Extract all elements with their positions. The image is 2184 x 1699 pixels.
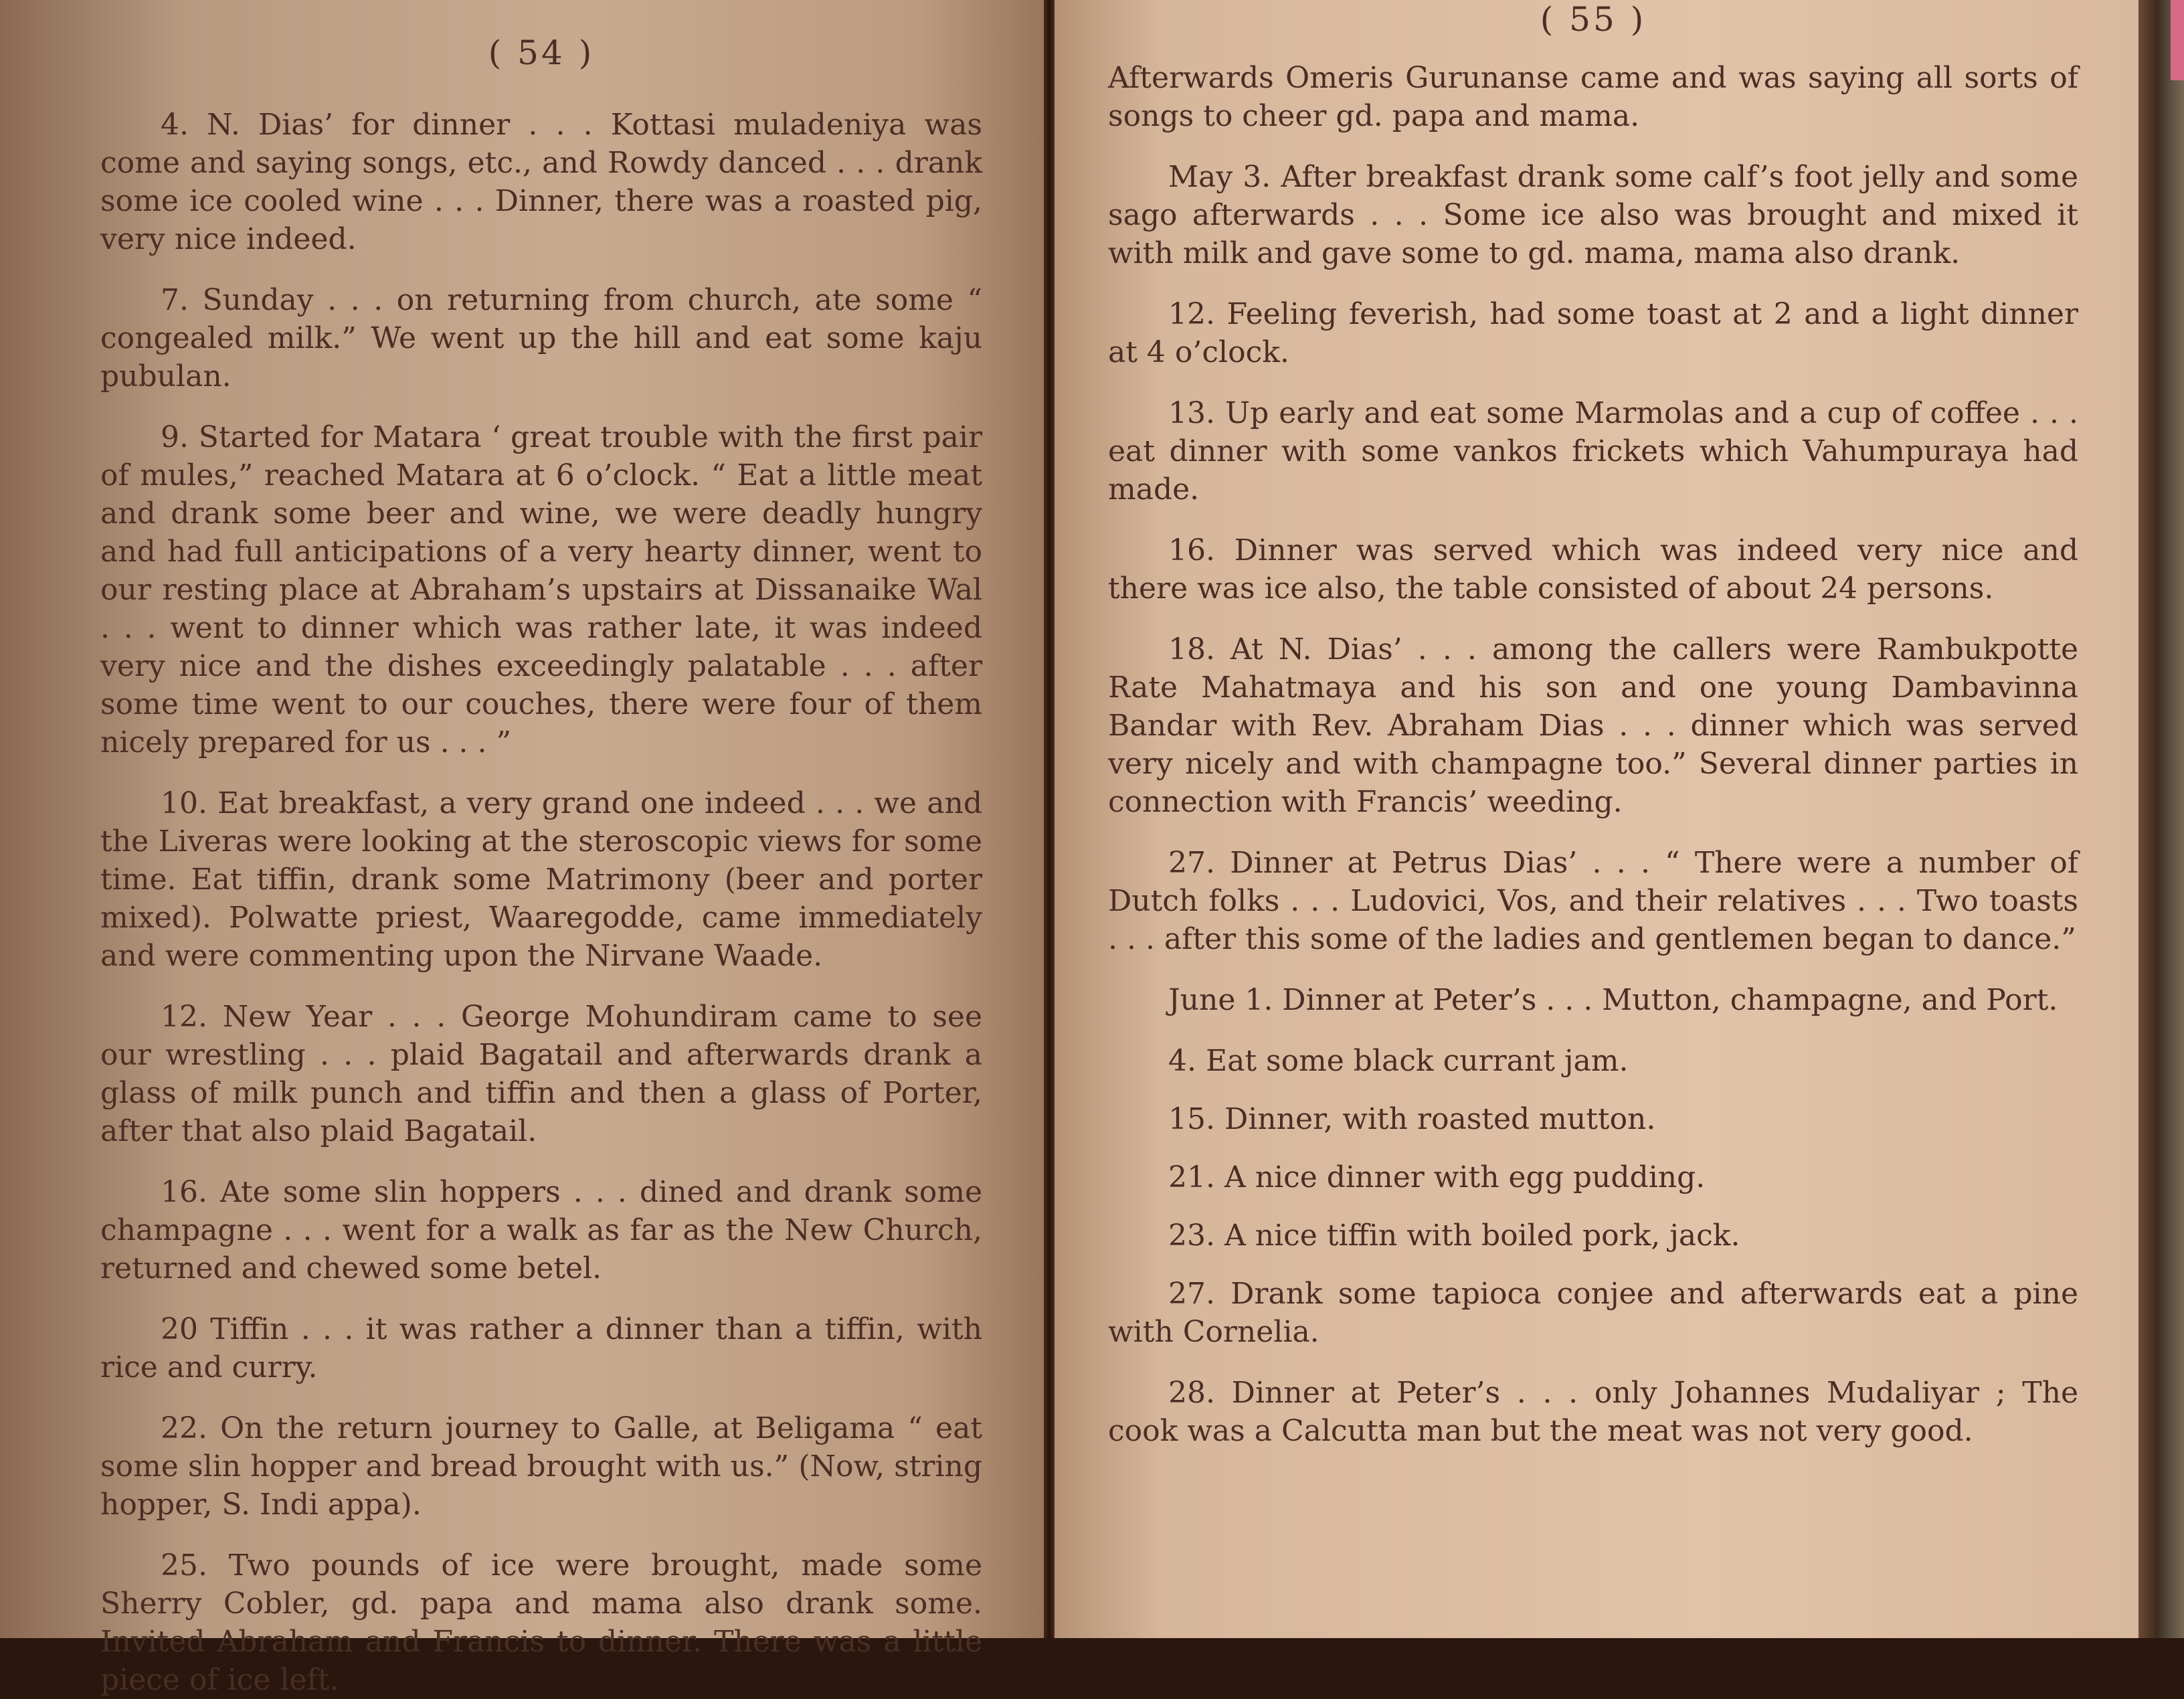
left-entry-3: 9. Started for Matara ‘ great trouble with the first pair of mules,” reached Matara at 6 o’clock. “ Eat a little meat and drank some beer and wine, we were deadly hungry and had full anticipations of a very hearty dinner, went to our resting place at Abraham’s upstairs at Dissanaike Wal . . . went to dinner which was rather late, it was indeed very nice and the dishes exceedingly palatable . . . after some time went to our couches, there were four of them nicely prepared for us . . . ” — [100, 420, 982, 759]
left-entry-2: 7. Sunday . . . on returning from church, ate some “ congealed milk.” We went up the hill and eat some kaju pubulan. — [100, 283, 982, 393]
right-entry-3: 12. Feeling feverish, had some toast at 2 and a light dinner at 4 o’clock. — [1108, 297, 2078, 369]
right-entry-9: 4. Eat some black currant jam. — [1168, 1044, 1629, 1078]
right-entry-7: 27. Dinner at Petrus Dias’ . . . “ There were a number of Dutch folks . . . Ludovici, Vos, and their relatives . . . Two toasts . . . after this some of the ladies and gentlemen began to dance.” — [1108, 846, 2078, 956]
left-entry-8: 22. On the return journey to Galle, at Beligama “ eat some slin hopper and bread brought with us.” (Now, string hopper, S. Indi appa). — [100, 1411, 982, 1522]
left-entry-6: 16. Ate some slin hoppers . . . dined and drank some champagne . . . went for a walk as far as the New Church, returned and chewed some betel. — [100, 1175, 982, 1285]
left-entry-5: 12. New Year . . . George Mohundiram came to see our wrestling . . . plaid Bagatail and afterwards drank a glass of milk punch and tiffin and then a glass of Porter, after that also plaid Bagatail. — [100, 1000, 982, 1148]
right-entry-6: 18. At N. Dias’ . . . among the callers were Rambukpotte Rate Mahatmaya and his son and one young Dambavinna Bandar with Rev. Abraham Dias . . . dinner which was served very nicely and with champagne too.” Several dinner parties in connection with Francis’ weeding. — [1108, 632, 2078, 819]
left-entry-1: 4. N. Dias’ for dinner . . . Kottasi muladeniya was come and saying songs, etc., and Rowdy danced . . . drank some ice cooled wine . . . Dinner, there was a roasted pig, very nice indeed. — [100, 108, 982, 256]
right-page — [1055, 0, 2138, 1638]
right-entry-2: May 3. After breakfast drank some calf’s foot jelly and some sago afterwards . . . Some ice also was brought and mixed it with milk and gave some to gd. mama, mama also drank. — [1108, 160, 2078, 270]
right-entry-11: 21. A nice dinner with egg pudding. — [1168, 1160, 1706, 1194]
book-gutter — [1044, 0, 1055, 1638]
left-entry-9: 25. Two pounds of ice were brought, made some Sherry Cobler, gd. papa and mama also drank some. Invited Abraham and Francis to dinner. There was a little piece of ice left. — [100, 1548, 982, 1697]
right-entry-12: 23. A nice tiffin with boiled pork, jack. — [1168, 1219, 1740, 1253]
right-entry-1: Afterwards Omeris Gurunanse came and was saying all sorts of songs to cheer gd. papa and mama. — [1108, 61, 2078, 133]
right-entry-5: 16. Dinner was served which was indeed very nice and there was ice also, the table consisted of about 24 persons. — [1108, 533, 2078, 606]
right-entry-13: 27. Drank some tapioca conjee and afterwards eat a pine with Cornelia. — [1108, 1277, 2078, 1349]
right-entry-8: June 1. Dinner at Peter’s . . . Mutton, champagne, and Port. — [1168, 983, 2058, 1017]
left-entry-7: 20 Tiffin . . . it was rather a dinner than a tiffin, with rice and curry. — [100, 1312, 982, 1384]
right-entry-4: 13. Up early and eat some Marmolas and a cup of coffee . . . eat dinner with some vankos frickets which Vahumpuraya had made. — [1108, 396, 2078, 507]
left-page-number: ( 54 ) — [488, 33, 595, 72]
pink-bookmark-strip — [2171, 0, 2184, 80]
left-entry-4: 10. Eat breakfast, a very grand one indeed . . . we and the Liveras were looking at the steroscopic views for some time. Eat tiffin, drank some Matrimony (beer and porter mixed). Polwatte priest, Waaregodde, came immediately and were commenting upon the Nirvane Waade. — [100, 786, 982, 973]
right-page-number: ( 55 ) — [1540, 0, 1647, 39]
right-entry-10: 15. Dinner, with roasted mutton. — [1168, 1102, 1656, 1136]
right-entry-14: 28. Dinner at Peter’s . . . only Johannes Mudaliyar ; The cook was a Calcutta man but the meat was not very good. — [1108, 1376, 2078, 1448]
left-page — [0, 0, 1044, 1697]
book-cover-edge — [2138, 0, 2184, 1638]
